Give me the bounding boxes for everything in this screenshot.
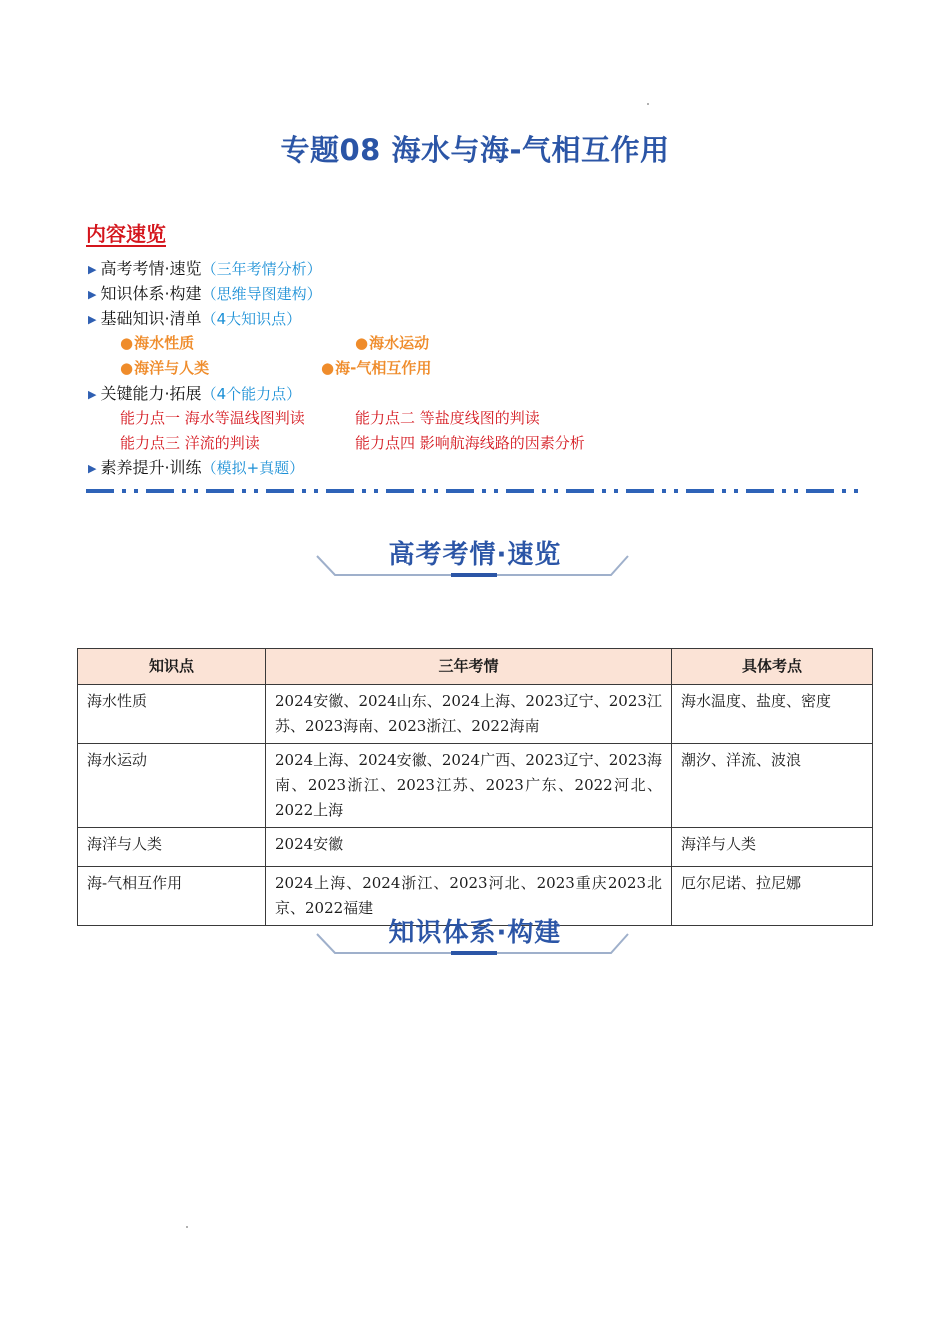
- section-title: 知识体系·构建: [388, 918, 562, 948]
- knowledge-point-label: 海-气相互作用: [335, 359, 432, 377]
- triangle-bullet-icon: ▶: [88, 263, 97, 276]
- table-cell: 海水运动: [78, 744, 266, 828]
- toc-item-label: 素养提升·训练: [100, 458, 202, 477]
- table-cell: 2024安徽: [266, 828, 672, 867]
- table-cell: 2024安徽、2024山东、2024上海、2023辽宁、2023江苏、2023海南、2023浙江、2022海南: [266, 685, 672, 744]
- knowledge-point-label: 海洋与人类: [134, 359, 210, 377]
- knowledge-point-item[interactable]: [120, 356, 209, 380]
- page-title: 专题08 海水与海-气相互作用: [280, 133, 670, 167]
- knowledge-point-item[interactable]: [355, 331, 429, 355]
- toc-item-note: （思维导图建构）: [201, 285, 322, 303]
- table-row: [78, 744, 873, 828]
- table-cell: 2024上海、2024浙江、2023河北、2023重庆2023北京、2022福建: [266, 867, 672, 926]
- table-cell: 海洋与人类: [672, 828, 873, 867]
- table-row: [78, 828, 873, 867]
- exam-analysis-table: [77, 648, 873, 926]
- toc-item-label: 高考考情·速览: [100, 259, 202, 278]
- dashed-divider: [86, 486, 866, 496]
- toc-item-label: 知识体系·构建: [100, 284, 202, 303]
- toc-item-knowledge-system[interactable]: [88, 282, 322, 306]
- ability-point-item[interactable]: 能力点三 洋流的判读: [120, 434, 260, 452]
- triangle-bullet-icon: ▶: [88, 313, 97, 326]
- dot-bullet-icon: ●: [355, 334, 369, 352]
- toc-item-label: 关键能力·拓展: [100, 384, 202, 403]
- scan-speck: [647, 103, 649, 105]
- triangle-bullet-icon: ▶: [88, 388, 97, 401]
- toc-item-note: （4大知识点）: [201, 310, 302, 328]
- ability-point-item[interactable]: 能力点四 影响航海线路的因素分析: [355, 434, 585, 452]
- column-header: 三年考情: [266, 649, 672, 685]
- knowledge-point-label: 海水性质: [134, 334, 195, 352]
- scan-speck: [186, 1226, 188, 1228]
- table-header-row: [78, 649, 873, 685]
- section-banner-knowledge: [95, 906, 855, 966]
- section-title: 高考考情·速览: [388, 540, 562, 570]
- dot-bullet-icon: ●: [120, 334, 134, 352]
- section-banner-exam: [95, 528, 855, 588]
- ability-point-item[interactable]: 能力点一 海水等温线图判读: [120, 409, 305, 427]
- toc-item-basic-knowledge[interactable]: [88, 307, 301, 331]
- ability-point-item[interactable]: 能力点二 等盐度线图的判读: [355, 409, 540, 427]
- triangle-bullet-icon: ▶: [88, 462, 97, 475]
- table-cell: 海洋与人类: [78, 828, 266, 867]
- column-header: 具体考点: [672, 649, 873, 685]
- toc-item-literacy-training[interactable]: [88, 456, 304, 480]
- toc-item-label: 基础知识·清单: [100, 309, 202, 328]
- dot-bullet-icon: ●: [120, 359, 134, 377]
- table-cell: 2024上海、2024安徽、2024广西、2023辽宁、2023海南、2023浙江、2023江苏、2023广东、2022河北、2022上海: [266, 744, 672, 828]
- knowledge-point-item[interactable]: [321, 356, 431, 380]
- table-cell: 潮汐、洋流、波浪: [672, 744, 873, 828]
- toc-item-exam-overview[interactable]: [88, 257, 322, 281]
- knowledge-point-item[interactable]: [120, 331, 194, 355]
- table-row: [78, 685, 873, 744]
- table-cell: 海-气相互作用: [78, 867, 266, 926]
- toc-item-key-abilities[interactable]: [88, 382, 301, 406]
- table-cell: 厄尔尼诺、拉尼娜: [672, 867, 873, 926]
- toc-item-note: （模拟+真题）: [201, 459, 305, 477]
- toc-item-note: （4个能力点）: [201, 385, 302, 403]
- dot-bullet-icon: ●: [321, 359, 335, 377]
- table-cell: 海水温度、盐度、密度: [672, 685, 873, 744]
- toc-item-note: （三年考情分析）: [201, 260, 322, 278]
- table-cell: 海水性质: [78, 685, 266, 744]
- knowledge-point-label: 海水运动: [369, 334, 430, 352]
- column-header: 知识点: [78, 649, 266, 685]
- triangle-bullet-icon: ▶: [88, 288, 97, 301]
- overview-heading: 内容速览: [86, 222, 166, 246]
